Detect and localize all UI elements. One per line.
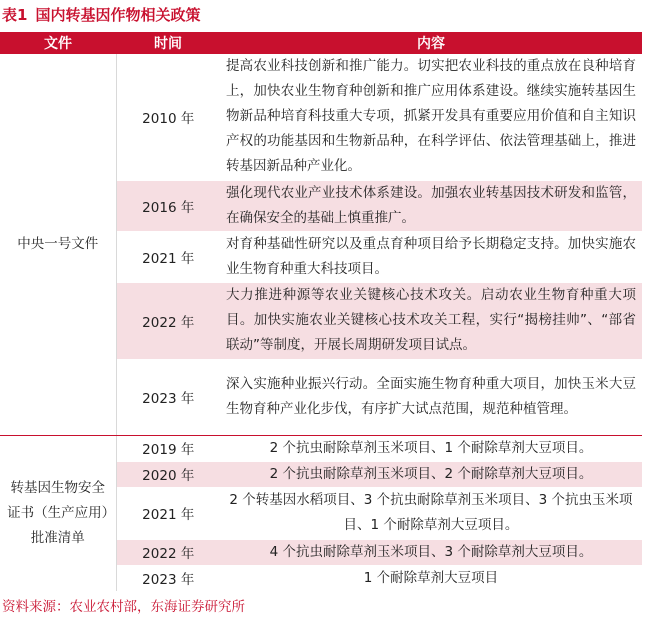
content-cell: 2 个转基因水稻项目、3 个抗虫耐除草剂玉米项目、3 个抗虫玉米项目、1 个耐除草剂大豆项目。 — [220, 487, 642, 539]
year-cell: 2021 年 — [116, 231, 220, 282]
year-cell: 2016 年 — [116, 180, 220, 231]
content-cell: 4 个抗虫耐除草剂玉米项目、3 个耐除草剂大豆项目。 — [220, 539, 642, 565]
year-cell: 2022 年 — [116, 282, 220, 359]
year-cell: 2023 年 — [116, 359, 220, 435]
year-cell: 2022 年 — [116, 539, 220, 565]
table-title-text: 国内转基因作物相关政策 — [35, 6, 201, 24]
content-cell: 深入实施种业振兴行动。全面实施生物育种重大项目，加快玉米大豆生物育种产业化步伐，有序扩大试点范围，规范种植管理。 — [220, 359, 642, 435]
content-cell: 提高农业科技创新和推广能力。切实把农业科技的重点放在良种培育上，加快农业生物育种创新和推广应用体系建设。继续实施转基因生物新品种培育科技重大专项，抓紧开发具有重要应用价值和自主知识产权的功能基因和生物新品种，在科学评估、依法管理基础上，推进转基因新品种产业化。 — [220, 54, 642, 180]
year-cell: 2020 年 — [116, 461, 220, 487]
table-number: 表1 — [2, 6, 28, 24]
policy-table — [0, 32, 642, 592]
table-header-row — [0, 32, 642, 54]
header-document: 文件 — [0, 32, 116, 54]
content-cell: 对育种基础性研究以及重点育种项目给予长期稳定支持。加快实施农业生物育种重大科技项目。 — [220, 231, 642, 282]
year-cell: 2019 年 — [116, 435, 220, 461]
year-cell: 2021 年 — [116, 487, 220, 539]
content-cell: 强化现代农业产业技术体系建设。加强农业转基因技术研发和监管，在确保安全的基础上慎重推广。 — [220, 180, 642, 231]
content-cell: 2 个抗虫耐除草剂玉米项目、1 个耐除草剂大豆项目。 — [220, 435, 642, 461]
table-row — [0, 435, 642, 461]
table-title — [2, 4, 200, 26]
content-cell: 2 个抗虫耐除草剂玉米项目、2 个耐除草剂大豆项目。 — [220, 461, 642, 487]
header-content: 内容 — [220, 32, 642, 54]
header-time: 时间 — [116, 32, 220, 54]
table-row — [0, 54, 642, 180]
source-note: 资料来源：农业农村部，东海证券研究所 — [2, 599, 245, 615]
content-cell: 1 个耐除草剂大豆项目 — [220, 565, 642, 591]
content-cell: 大力推进种源等农业关键核心技术攻关。启动农业生物育种重大项目。加快实施农业关键核心技术攻关工程，实行“揭榜挂帅”、“部省联动”等制度，开展长周期研发项目试点。 — [220, 282, 642, 359]
category-cell: 中央一号文件 — [0, 54, 116, 435]
year-cell: 2023 年 — [116, 565, 220, 591]
year-cell: 2010 年 — [116, 54, 220, 180]
category-cell: 转基因生物安全证书（生产应用）批准清单 — [0, 435, 116, 591]
